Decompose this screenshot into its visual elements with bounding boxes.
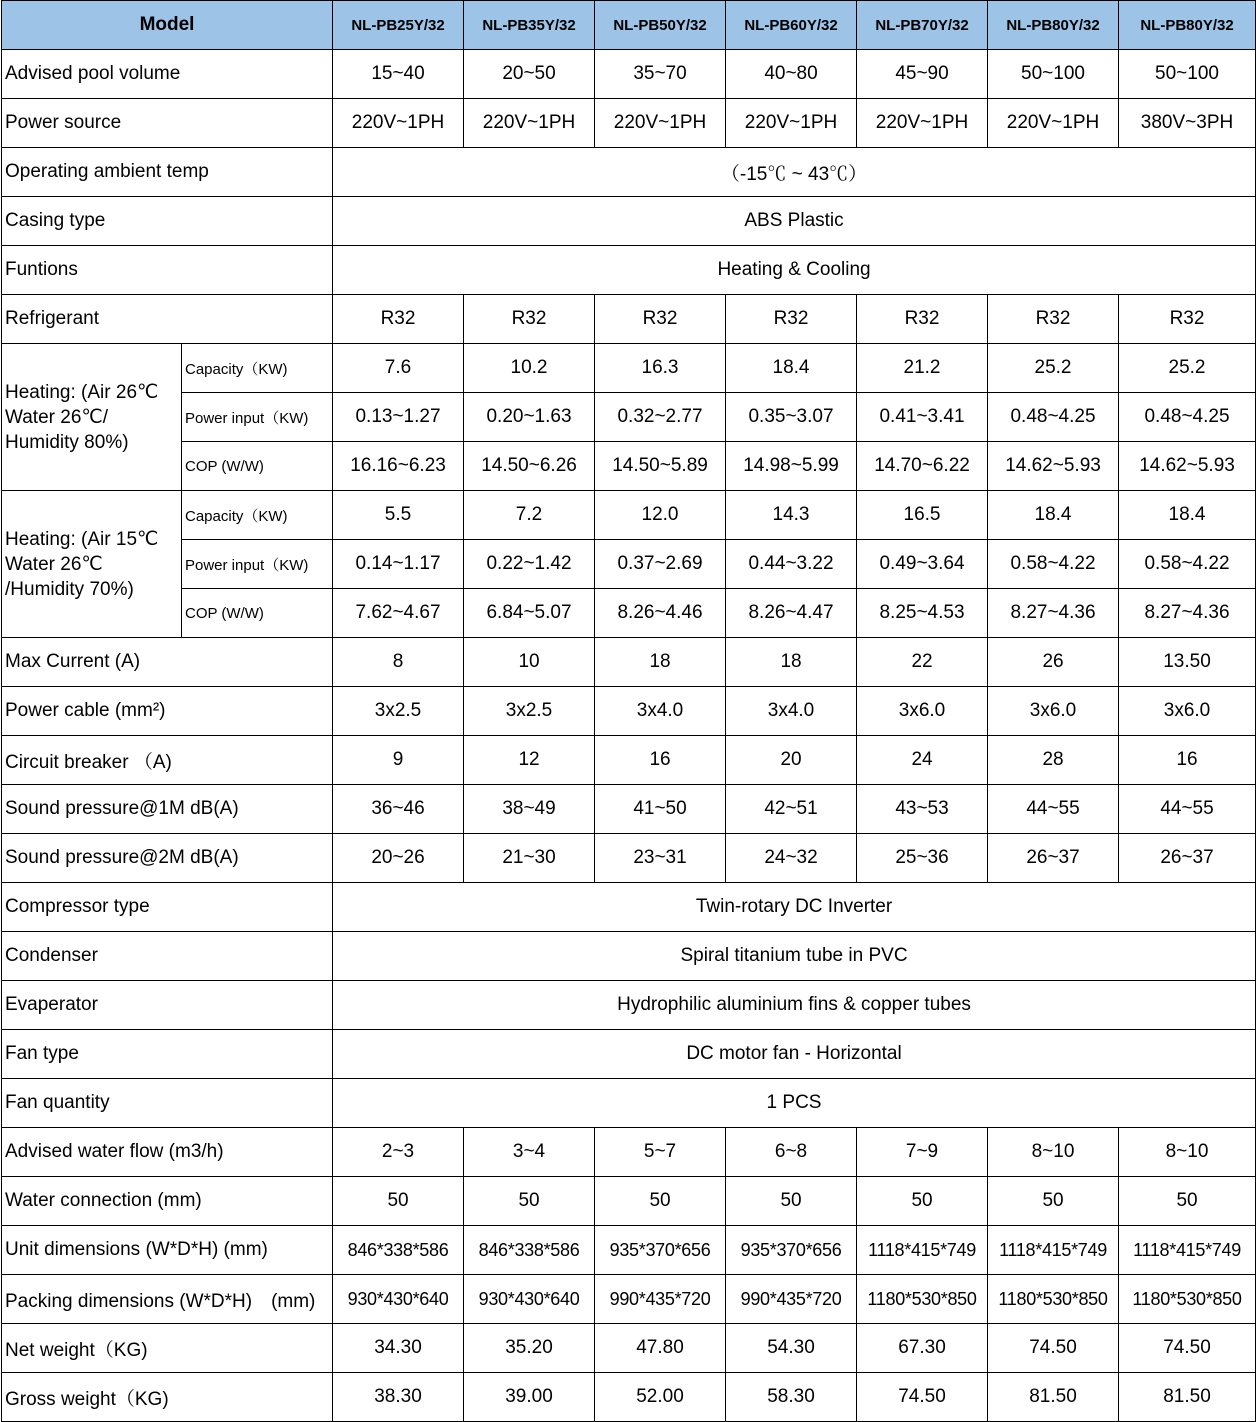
merged-cell: Spiral titanium tube in PVC [333,932,1256,981]
table-cell: 18.4 [988,491,1119,540]
table-cell: 935*370*656 [726,1226,857,1275]
row-compressor [2,883,1256,932]
table-cell: 3x6.0 [988,687,1119,736]
row-label: Advised water flow (m3/h) [2,1128,333,1177]
table-cell: R32 [464,295,595,344]
table-cell: 43~53 [857,785,988,834]
table-cell: 0.58~4.22 [988,540,1119,589]
table-cell: 16 [595,736,726,785]
table-cell: 50 [333,1177,464,1226]
table-cell: 935*370*656 [595,1226,726,1275]
table-cell: 12 [464,736,595,785]
table-cell: 0.49~3.64 [857,540,988,589]
row-label: Power cable (mm²) [2,687,333,736]
table-cell: 380V~3PH [1119,99,1256,148]
table-cell: 2~3 [333,1128,464,1177]
row-water-connection [2,1177,1256,1226]
table-cell: 3x6.0 [857,687,988,736]
table-cell: 6~8 [726,1128,857,1177]
table-cell: 25~36 [857,834,988,883]
table-cell: 220V~1PH [333,99,464,148]
row-condenser [2,932,1256,981]
group-label-heating-26: Heating: (Air 26℃ Water 26℃/ Humidity 80%) [2,344,182,491]
table-cell: 42~51 [726,785,857,834]
table-cell: 7.6 [333,344,464,393]
table-cell: 14.62~5.93 [988,442,1119,491]
table-cell: 15~40 [333,50,464,99]
row-label: Sound pressure@1M dB(A) [2,785,333,834]
table-cell: 24~32 [726,834,857,883]
table-cell: 220V~1PH [988,99,1119,148]
table-cell: 8.26~4.47 [726,589,857,638]
table-cell: 36~46 [333,785,464,834]
row-label: Operating ambient temp [2,148,333,197]
row-sound-2m [2,834,1256,883]
table-cell: 9 [333,736,464,785]
row-ambient-temp [2,148,1256,197]
row-heating15-capacity [2,491,1256,540]
model-column-header: NL-PB50Y/32 [595,1,726,50]
table-cell: 1118*415*749 [1119,1226,1256,1275]
table-cell: 8~10 [988,1128,1119,1177]
row-label: Packing dimensions (W*D*H) (mm) [2,1275,333,1324]
table-cell: 50 [1119,1177,1256,1226]
merged-cell: Hydrophilic aluminium fins & copper tubes [333,981,1256,1030]
header-row [2,1,1256,50]
table-cell: 7.62~4.67 [333,589,464,638]
sub-label: COP (W/W) [182,589,333,638]
model-column-header: NL-PB25Y/32 [333,1,464,50]
table-cell: 8.26~4.46 [595,589,726,638]
table-cell: 58.30 [726,1373,857,1422]
sub-label: Capacity（KW) [182,491,333,540]
table-cell: 0.20~1.63 [464,393,595,442]
table-cell: 50 [857,1177,988,1226]
table-cell: 3x2.5 [464,687,595,736]
row-heating26-power-input [2,393,1256,442]
table-cell: 21.2 [857,344,988,393]
table-cell: 44~55 [988,785,1119,834]
model-column-header: NL-PB80Y/32 [1119,1,1256,50]
table-cell: 18 [595,638,726,687]
model-column-header: NL-PB60Y/32 [726,1,857,50]
row-circuit-breaker [2,736,1256,785]
table-cell: 26~37 [988,834,1119,883]
model-column-header: NL-PB80Y/32 [988,1,1119,50]
table-cell: R32 [726,295,857,344]
table-cell: 24 [857,736,988,785]
table-cell: 10.2 [464,344,595,393]
table-cell: 3x4.0 [595,687,726,736]
table-cell: 20~50 [464,50,595,99]
merged-cell: ABS Plastic [333,197,1256,246]
table-cell: 20~26 [333,834,464,883]
table-cell: 25.2 [1119,344,1256,393]
table-cell: 18.4 [726,344,857,393]
table-cell: 21~30 [464,834,595,883]
table-cell: 81.50 [988,1373,1119,1422]
table-cell: 1180*530*850 [857,1275,988,1324]
table-cell: 16.16~6.23 [333,442,464,491]
table-cell: 16.5 [857,491,988,540]
row-label: Condenser [2,932,333,981]
table-cell: 3x4.0 [726,687,857,736]
table-cell: 25.2 [988,344,1119,393]
table-cell: 26~37 [1119,834,1256,883]
table-cell: 0.32~2.77 [595,393,726,442]
table-cell: 3x2.5 [333,687,464,736]
table-cell: 1180*530*850 [1119,1275,1256,1324]
table-cell: 3x6.0 [1119,687,1256,736]
table-cell: 38~49 [464,785,595,834]
merged-cell: Heating & Cooling [333,246,1256,295]
table-cell: 1180*530*850 [988,1275,1119,1324]
table-cell: 18 [726,638,857,687]
row-label: Circuit breaker （A) [2,736,333,785]
table-cell: 14.62~5.93 [1119,442,1256,491]
table-cell: 220V~1PH [595,99,726,148]
table-cell: 50~100 [988,50,1119,99]
table-cell: 38.30 [333,1373,464,1422]
table-cell: 74.50 [857,1373,988,1422]
table-cell: R32 [1119,295,1256,344]
row-label: Unit dimensions (W*D*H) (mm) [2,1226,333,1275]
table-cell: 54.30 [726,1324,857,1373]
row-water-flow [2,1128,1256,1177]
table-cell: 20 [726,736,857,785]
table-cell: 14.50~6.26 [464,442,595,491]
table-cell: 0.37~2.69 [595,540,726,589]
row-label: Evaperator [2,981,333,1030]
table-cell: 50 [464,1177,595,1226]
table-cell: 0.41~3.41 [857,393,988,442]
row-pool-volume [2,50,1256,99]
table-cell: 34.30 [333,1324,464,1373]
table-cell: 44~55 [1119,785,1256,834]
table-cell: 3~4 [464,1128,595,1177]
table-cell: 14.70~6.22 [857,442,988,491]
spec-table [1,0,1256,1422]
row-heating26-capacity [2,344,1256,393]
table-cell: 14.3 [726,491,857,540]
table-cell: 0.48~4.25 [988,393,1119,442]
table-cell: R32 [988,295,1119,344]
table-cell: 8~10 [1119,1128,1256,1177]
row-label: Advised pool volume [2,50,333,99]
table-cell: 0.14~1.17 [333,540,464,589]
row-fan-quantity [2,1079,1256,1128]
table-cell: 846*338*586 [464,1226,595,1275]
row-power-source [2,99,1256,148]
table-cell: 0.35~3.07 [726,393,857,442]
table-cell: 220V~1PH [857,99,988,148]
table-cell: 0.58~4.22 [1119,540,1256,589]
row-sound-1m [2,785,1256,834]
table-cell: 5.5 [333,491,464,540]
table-cell: 50 [726,1177,857,1226]
sub-label: Capacity（KW) [182,344,333,393]
table-cell: 8.25~4.53 [857,589,988,638]
row-functions [2,246,1256,295]
table-cell: 7.2 [464,491,595,540]
table-cell: 26 [988,638,1119,687]
sub-label: Power input（KW) [182,393,333,442]
row-evaporator [2,981,1256,1030]
row-label: Fan type [2,1030,333,1079]
table-cell: 220V~1PH [726,99,857,148]
table-cell: 8.27~4.36 [1119,589,1256,638]
table-cell: 16 [1119,736,1256,785]
table-cell: 1118*415*749 [857,1226,988,1275]
table-cell: 220V~1PH [464,99,595,148]
table-cell: 12.0 [595,491,726,540]
model-header: Model [2,1,333,50]
table-cell: 35.20 [464,1324,595,1373]
row-label: Max Current (A) [2,638,333,687]
table-cell: 5~7 [595,1128,726,1177]
table-cell: 28 [988,736,1119,785]
row-max-current [2,638,1256,687]
table-cell: 45~90 [857,50,988,99]
row-heating26-cop [2,442,1256,491]
sub-label: Power input（KW) [182,540,333,589]
row-unit-dimensions [2,1226,1256,1275]
table-cell: 41~50 [595,785,726,834]
sub-label: COP (W/W) [182,442,333,491]
row-label: Sound pressure@2M dB(A) [2,834,333,883]
row-label: Fan quantity [2,1079,333,1128]
row-gross-weight [2,1373,1256,1422]
table-cell: 7~9 [857,1128,988,1177]
row-casing-type [2,197,1256,246]
merged-cell: 1 PCS [333,1079,1256,1128]
table-cell: 14.98~5.99 [726,442,857,491]
row-label: Casing type [2,197,333,246]
model-column-header: NL-PB70Y/32 [857,1,988,50]
table-cell: 14.50~5.89 [595,442,726,491]
row-label: Compressor type [2,883,333,932]
table-cell: 930*430*640 [333,1275,464,1324]
row-label: Power source [2,99,333,148]
table-cell: 8.27~4.36 [988,589,1119,638]
table-cell: 50 [595,1177,726,1226]
table-cell: 10 [464,638,595,687]
table-cell: 0.22~1.42 [464,540,595,589]
table-cell: 0.13~1.27 [333,393,464,442]
table-cell: 50~100 [1119,50,1256,99]
merged-cell: （-15℃ ~ 43℃） [333,148,1256,197]
table-cell: 35~70 [595,50,726,99]
table-cell: 81.50 [1119,1373,1256,1422]
table-cell: R32 [333,295,464,344]
table-cell: 50 [988,1177,1119,1226]
table-cell: 74.50 [988,1324,1119,1373]
table-cell: 1118*415*749 [988,1226,1119,1275]
table-cell: 0.44~3.22 [726,540,857,589]
table-cell: 16.3 [595,344,726,393]
merged-cell: DC motor fan - Horizontal [333,1030,1256,1079]
table-cell: 18.4 [1119,491,1256,540]
table-cell: 39.00 [464,1373,595,1422]
model-column-header: NL-PB35Y/32 [464,1,595,50]
table-cell: 74.50 [1119,1324,1256,1373]
row-label: Refrigerant [2,295,333,344]
table-cell: 990*435*720 [726,1275,857,1324]
row-net-weight [2,1324,1256,1373]
row-packing-dimensions [2,1275,1256,1324]
table-cell: R32 [595,295,726,344]
table-cell: 6.84~5.07 [464,589,595,638]
table-cell: 13.50 [1119,638,1256,687]
table-cell: 0.48~4.25 [1119,393,1256,442]
row-label: Funtions [2,246,333,295]
table-cell: 22 [857,638,988,687]
row-heating15-power-input [2,540,1256,589]
table-cell: R32 [857,295,988,344]
row-label: Net weight（KG) [2,1324,333,1373]
table-cell: 47.80 [595,1324,726,1373]
row-label: Gross weight（KG) [2,1373,333,1422]
row-label: Water connection (mm) [2,1177,333,1226]
table-cell: 23~31 [595,834,726,883]
table-cell: 52.00 [595,1373,726,1422]
table-cell: 8 [333,638,464,687]
row-refrigerant [2,295,1256,344]
row-fan-type [2,1030,1256,1079]
table-cell: 846*338*586 [333,1226,464,1275]
row-power-cable [2,687,1256,736]
group-label-heating-15: Heating: (Air 15℃ Water 26℃ /Humidity 70%) [2,491,182,638]
table-cell: 67.30 [857,1324,988,1373]
row-heating15-cop [2,589,1256,638]
merged-cell: Twin-rotary DC Inverter [333,883,1256,932]
table-cell: 40~80 [726,50,857,99]
table-cell: 990*435*720 [595,1275,726,1324]
table-cell: 930*430*640 [464,1275,595,1324]
